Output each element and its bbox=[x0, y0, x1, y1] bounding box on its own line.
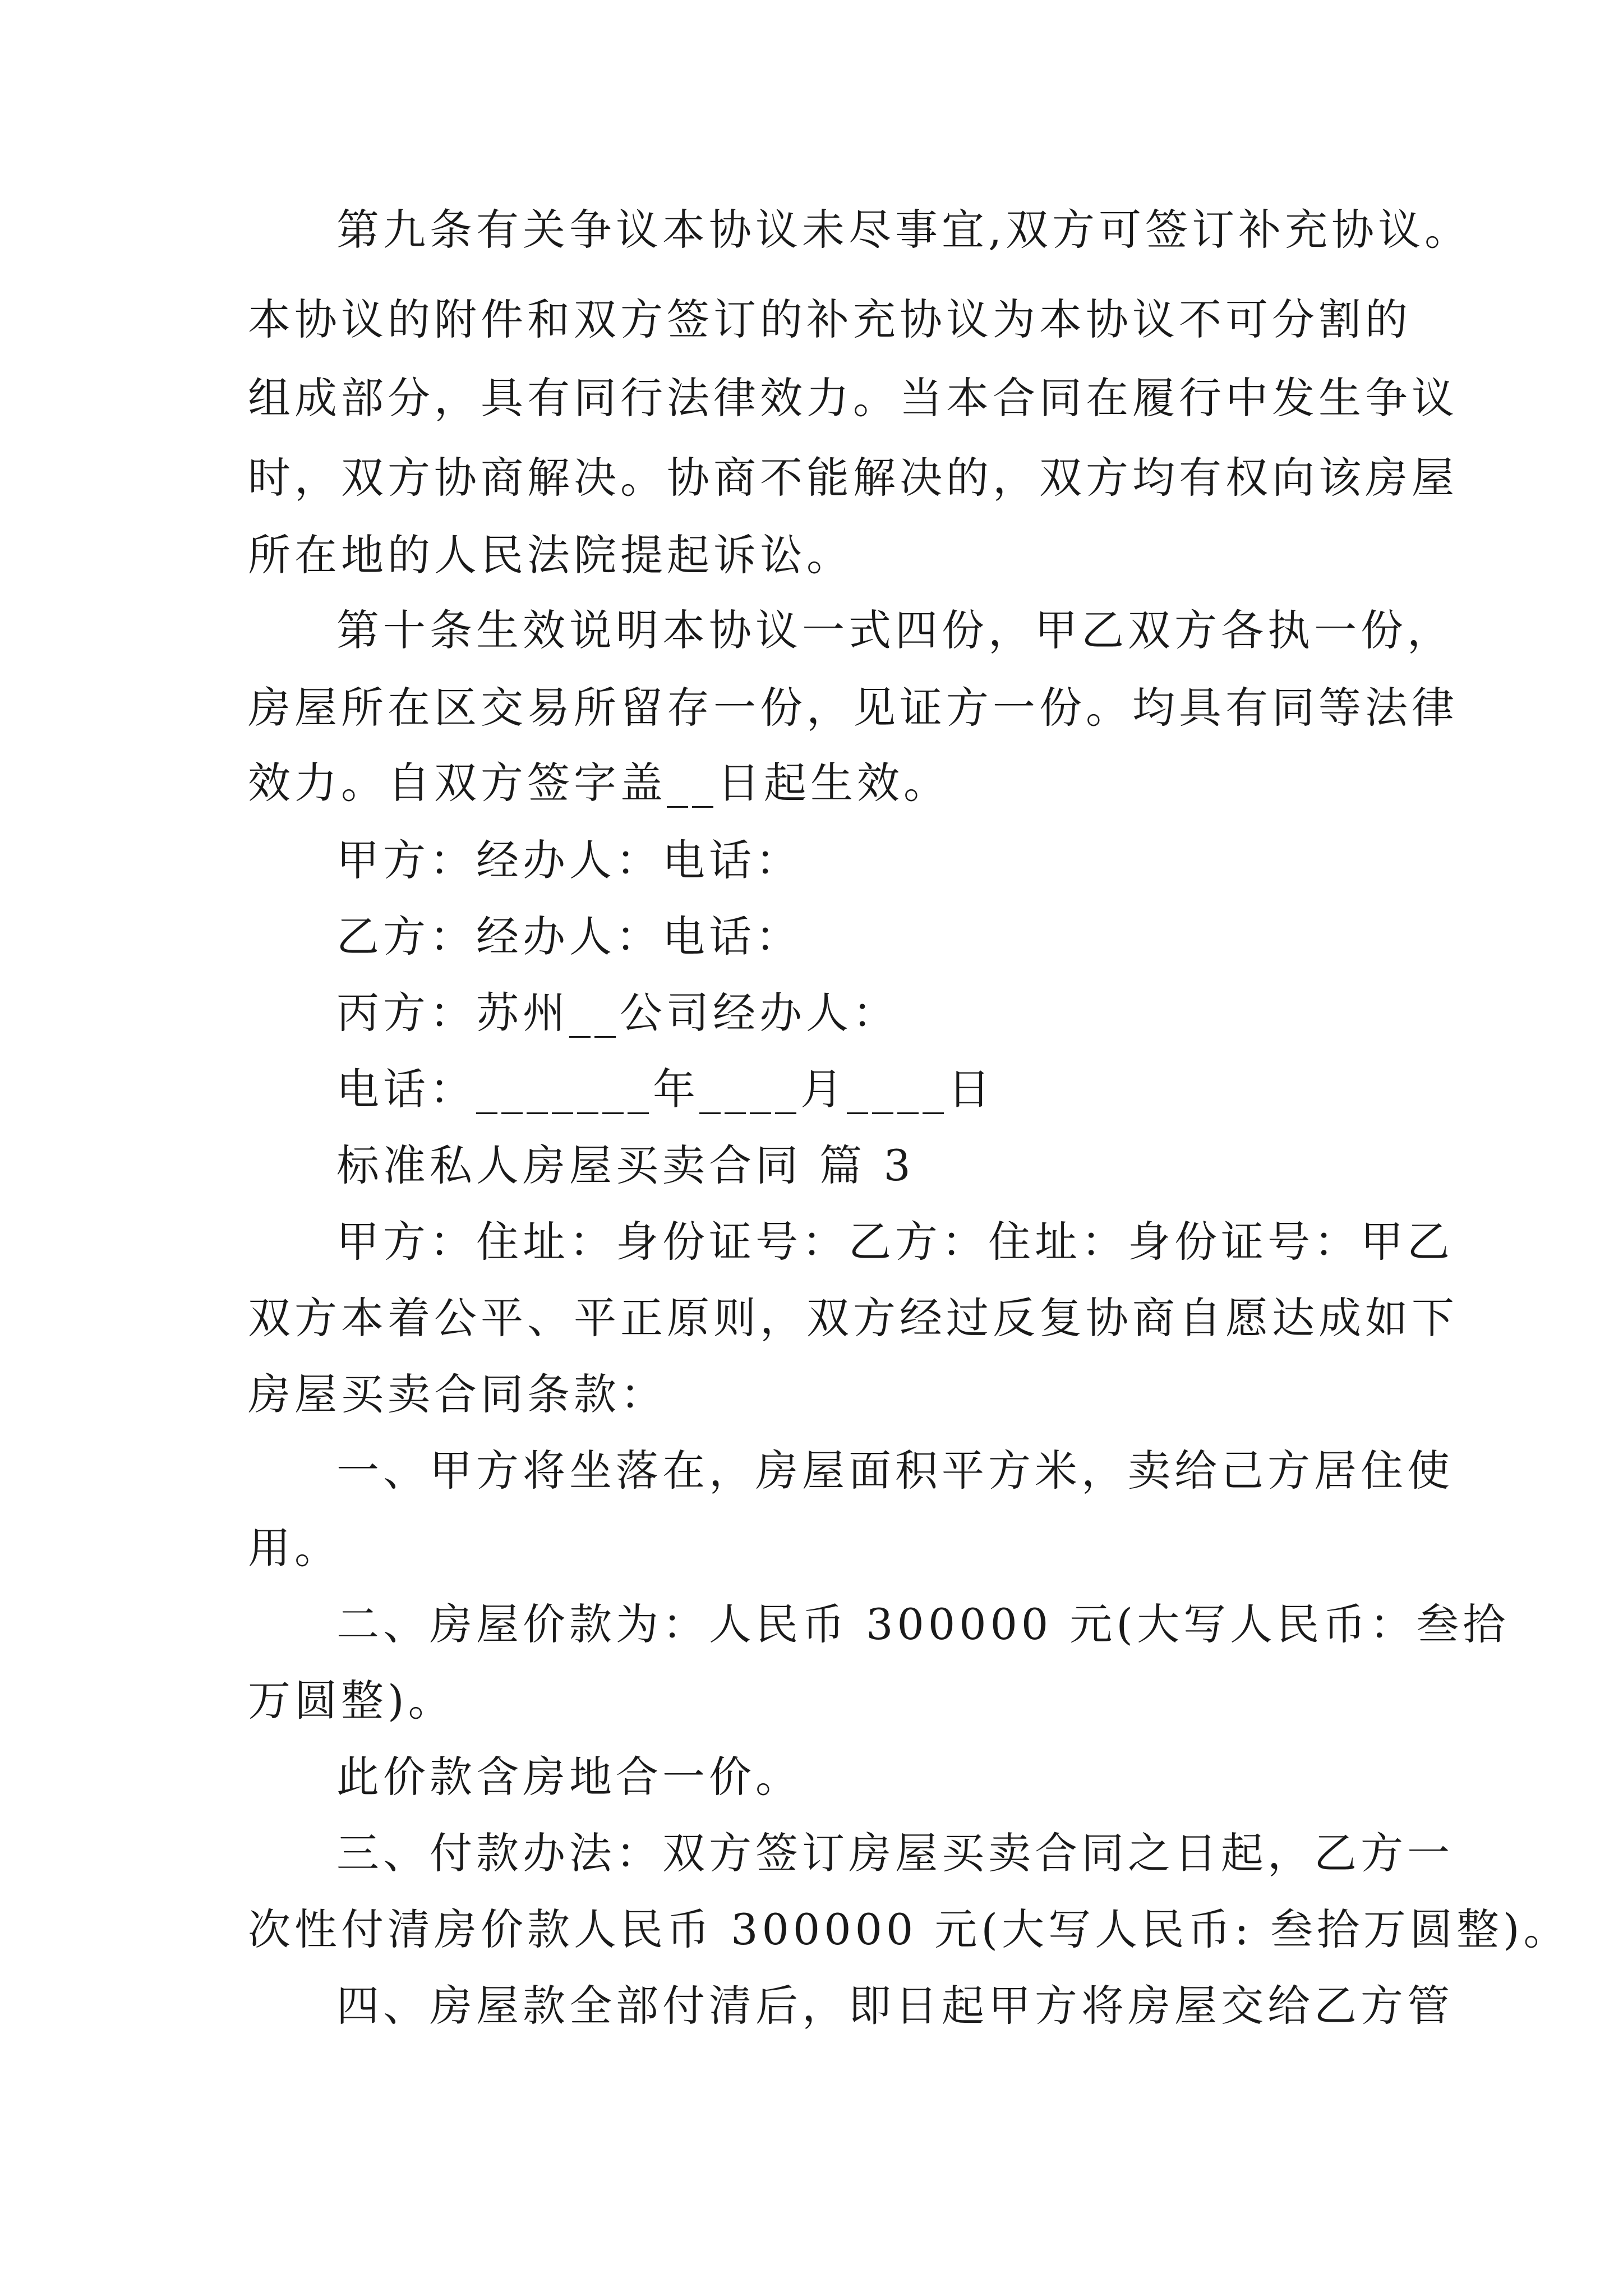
text-line: 二、房屋价款为：人民币 300000 元(大写人民币：叁拾 bbox=[336, 1599, 1510, 1649]
text-line: 房屋所在区交易所留存一份，见证方一份。均具有同等法律 bbox=[248, 683, 1458, 733]
text-line: 电话：_______年____月____日 bbox=[336, 1064, 994, 1114]
text-line: 房屋买卖合同条款： bbox=[248, 1369, 667, 1419]
text-line: 用。 bbox=[248, 1523, 341, 1573]
text-line: 四、房屋款全部付清后，即日起甲方将房屋交给乙方管 bbox=[336, 1981, 1454, 2031]
text-line: 组成部分，具有同行法律效力。当本合同在履行中发生争议 bbox=[248, 373, 1458, 423]
text-line: 所在地的人民法院提起诉讼。 bbox=[248, 530, 853, 580]
text-line: 一、甲方将坐落在，房屋面积平方米，卖给己方居住使 bbox=[336, 1446, 1454, 1496]
text-line: 万圆整)。 bbox=[248, 1676, 455, 1726]
text-line: 三、付款办法：双方签订房屋买卖合同之日起，乙方一 bbox=[336, 1828, 1454, 1878]
text-line: 甲方：经办人：电话： bbox=[336, 835, 802, 885]
text-line: 时，双方协商解决。协商不能解决的，双方均有权向该房屋 bbox=[248, 453, 1458, 503]
text-line: 甲方：住址：身份证号：乙方：住址：身份证号：甲乙 bbox=[336, 1217, 1454, 1267]
text-line: 此价款含房地合一价。 bbox=[336, 1752, 802, 1802]
text-line: 效力。自双方签字盖__日起生效。 bbox=[248, 758, 950, 808]
text-line: 第九条有关争议本协议未尽事宜,双方可签订补充协议。 bbox=[336, 205, 1472, 255]
text-line: 次性付清房价款人民币 300000 元(大写人民币: 叁拾万圆整)。 bbox=[248, 1904, 1570, 1954]
section-heading: 标准私人房屋买卖合同 篇 3 bbox=[336, 1140, 915, 1190]
text-line: 乙方：经办人：电话： bbox=[336, 912, 802, 961]
text-line: 第十条生效说明本协议一式四份，甲乙双方各执一份， bbox=[336, 605, 1454, 655]
text-line: 丙方：苏州__公司经办人： bbox=[336, 988, 899, 1038]
text-line: 双方本着公平、平正原则，双方经过反复协商自愿达成如下 bbox=[248, 1293, 1458, 1343]
text-line: 本协议的附件和双方签订的补充协议为本协议不可分割的 bbox=[248, 295, 1412, 344]
